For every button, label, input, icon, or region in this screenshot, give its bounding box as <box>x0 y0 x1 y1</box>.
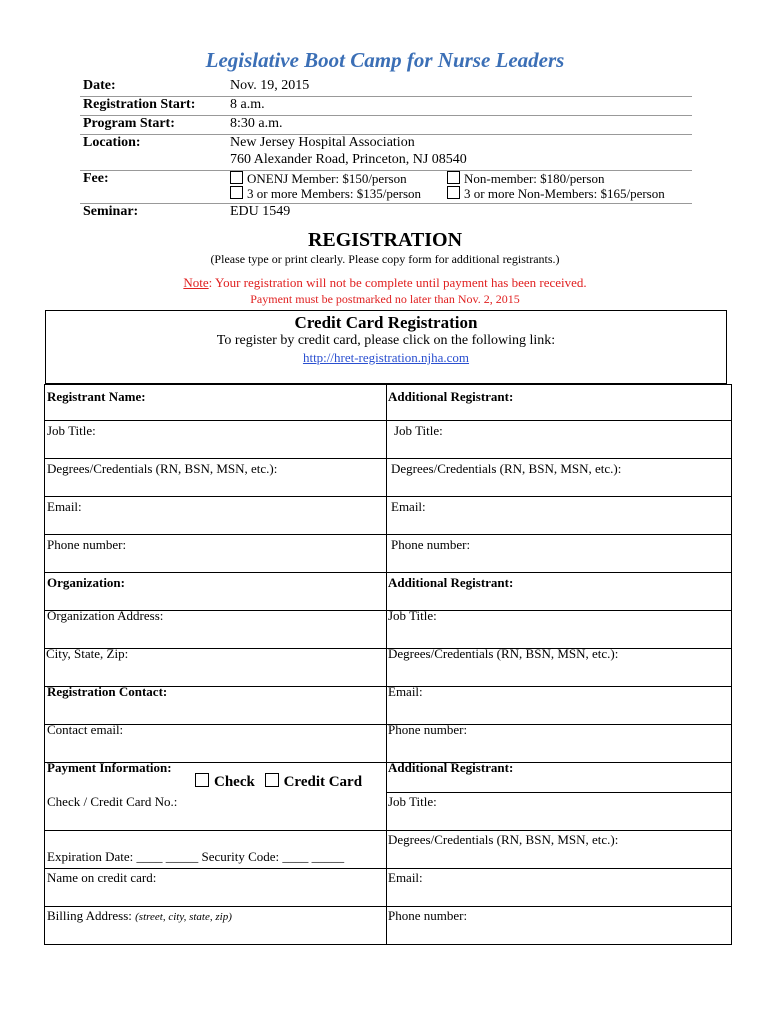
billing-address-field[interactable] <box>47 908 232 924</box>
credit-card-box <box>45 310 727 384</box>
date-label: Date: <box>83 78 116 93</box>
fee-option-label: 3 or more Members: $135/person <box>247 186 422 201</box>
additional-registrant-3-job-title[interactable]: Job Title: <box>388 794 437 809</box>
location-line2: 760 Alexander Road, Princeton, NJ 08540 <box>230 152 467 167</box>
row-divider <box>45 458 731 459</box>
organization-field[interactable]: Organization: <box>47 575 125 590</box>
row-divider <box>45 868 731 869</box>
additional-registrant-1-email[interactable]: Email: <box>391 499 426 514</box>
form-title: Legislative Boot Camp for Nurse Leaders <box>205 48 565 72</box>
card-number-field[interactable]: Check / Credit Card No.: <box>47 794 178 809</box>
additional-registrant-2-email[interactable]: Email: <box>388 684 423 699</box>
program-start-label: Program Start: <box>83 116 175 131</box>
fee-row <box>80 171 692 204</box>
program-start-value: 8:30 a.m. <box>230 116 283 131</box>
phone-field[interactable]: Phone number: <box>47 537 127 552</box>
note-line2: Payment must be postmarked no later than Nov. 2, 2015 <box>250 292 520 306</box>
fee-label: Fee: <box>83 171 109 186</box>
additional-registrant-2-name[interactable]: Additional Registrant: <box>388 575 514 590</box>
credit-card-link[interactable]: http://hret-registration.njha.com <box>302 350 470 365</box>
row-divider <box>386 792 731 793</box>
column-divider <box>386 385 387 944</box>
additional-registrant-3-name[interactable]: Additional Registrant: <box>388 760 514 775</box>
checkbox[interactable] <box>195 773 209 787</box>
seminar-row <box>80 204 692 222</box>
program-start-row <box>80 116 692 135</box>
payment-option-check[interactable] <box>195 774 255 790</box>
location-label: Location: <box>83 135 141 150</box>
note-text: : Your registration will not be complete until payment has been received. <box>208 275 587 290</box>
date-row <box>80 78 692 97</box>
row-divider <box>45 572 731 573</box>
registrant-name-field[interactable]: Registrant Name: <box>47 389 146 404</box>
date-value: Nov. 19, 2015 <box>230 78 310 93</box>
row-divider <box>45 496 731 497</box>
note-line1 <box>0 275 770 291</box>
payment-option-credit-card[interactable] <box>265 774 362 790</box>
fee-option-label: 3 or more Non-Members: $165/person <box>464 186 665 201</box>
checkbox[interactable] <box>447 171 460 184</box>
additional-registrant-3-degrees[interactable]: Degrees/Credentials (RN, BSN, MSN, etc.): <box>388 832 619 847</box>
location-row <box>80 135 692 171</box>
additional-registrant-1-job-title[interactable]: Job Title: <box>394 423 443 438</box>
additional-registrant-3-email[interactable]: Email: <box>388 870 423 885</box>
fee-option-label: ONENJ Member: $150/person <box>247 171 407 186</box>
payment-options <box>195 773 362 791</box>
name-on-card-field[interactable]: Name on credit card: <box>47 870 157 885</box>
checkbox[interactable] <box>230 171 243 184</box>
checkbox[interactable] <box>447 186 460 199</box>
credit-card-link-wrap <box>46 350 726 366</box>
billing-address-hint: (street, city, state, zip) <box>135 911 232 923</box>
credit-card-title: Credit Card Registration <box>294 313 478 332</box>
registration-start-row <box>80 97 692 116</box>
additional-registrant-1-degrees[interactable]: Degrees/Credentials (RN, BSN, MSN, etc.): <box>391 461 622 476</box>
fee-option-onenj[interactable] <box>230 171 407 187</box>
checkbox[interactable] <box>265 773 279 787</box>
payment-option-label: Check <box>214 774 255 790</box>
fee-option-3-members[interactable] <box>230 186 421 202</box>
registration-start-value: 8 a.m. <box>230 97 265 112</box>
payment-information-label: Payment Information: <box>47 760 172 775</box>
payment-option-label: Credit Card <box>283 774 363 790</box>
email-field[interactable]: Email: <box>47 499 82 514</box>
seminar-value: EDU 1549 <box>230 204 291 219</box>
additional-registrant-3-phone[interactable]: Phone number: <box>388 908 468 923</box>
row-divider <box>45 420 731 421</box>
fee-option-nonmember[interactable] <box>447 171 604 187</box>
job-title-field[interactable]: Job Title: <box>47 423 96 438</box>
registration-title: REGISTRATION <box>307 229 463 251</box>
registration-contact-field[interactable]: Registration Contact: <box>47 684 168 699</box>
additional-registrant-2-degrees[interactable]: Degrees/Credentials (RN, BSN, MSN, etc.): <box>388 646 619 661</box>
registration-start-label: Registration Start: <box>83 97 196 112</box>
row-divider <box>45 830 731 831</box>
additional-registrant-1-phone[interactable]: Phone number: <box>391 537 471 552</box>
seminar-label: Seminar: <box>83 204 139 219</box>
note-prefix: Note <box>183 275 209 290</box>
additional-registrant-1-name[interactable]: Additional Registrant: <box>388 389 514 404</box>
credit-card-text: To register by credit card, please click on the following link: <box>216 333 556 348</box>
registration-form-grid <box>44 384 732 945</box>
location-line1: New Jersey Hospital Association <box>230 135 415 150</box>
registration-subtitle: (Please type or print clearly. Please copy form for additional registrants.) <box>210 252 560 266</box>
organization-address-field[interactable]: Organization Address: <box>47 608 164 623</box>
city-state-zip-field[interactable]: City, State, Zip: <box>46 646 129 661</box>
expiration-security-field[interactable]: Expiration Date: ____ _____ Security Code: ____ _____ <box>47 849 345 864</box>
additional-registrant-2-job-title[interactable]: Job Title: <box>388 608 437 623</box>
contact-email-field[interactable]: Contact email: <box>47 722 124 737</box>
additional-registrant-2-phone[interactable]: Phone number: <box>388 722 468 737</box>
row-divider <box>45 906 731 907</box>
fee-option-label: Non-member: $180/person <box>464 171 605 186</box>
checkbox[interactable] <box>230 186 243 199</box>
billing-address-label: Billing Address: <box>47 908 136 923</box>
degrees-field[interactable]: Degrees/Credentials (RN, BSN, MSN, etc.): <box>47 461 278 476</box>
fee-option-3-nonmembers[interactable] <box>447 186 665 202</box>
row-divider <box>45 534 731 535</box>
